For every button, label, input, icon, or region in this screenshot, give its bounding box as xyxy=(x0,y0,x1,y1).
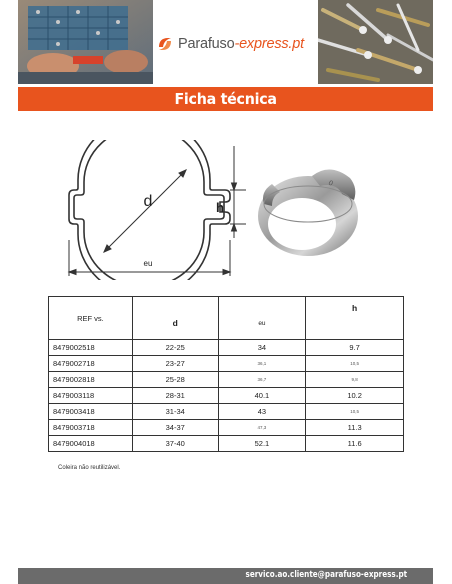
cell-ref: 8479003718 xyxy=(49,420,133,436)
spec-table xyxy=(48,296,404,452)
table-row xyxy=(49,388,404,404)
cell-eu: 40.1 xyxy=(218,388,306,404)
footer-email-link[interactable]: servico.ao.cliente@parafuso-express.pt xyxy=(245,570,407,580)
cell-ref: 8479002718 xyxy=(49,356,133,372)
table-row xyxy=(49,436,404,452)
cell-h: 10,5 xyxy=(306,356,404,372)
cell-ref: 8479002818 xyxy=(49,372,133,388)
cell-eu: 47,3 xyxy=(218,420,306,436)
cell-ref: 8479003418 xyxy=(49,404,133,420)
clamp-diagram xyxy=(60,140,250,280)
diagram-label-d: d xyxy=(143,193,153,210)
cell-d: 25-28 xyxy=(132,372,218,388)
cell-h: 10.2 xyxy=(306,388,404,404)
screws-photo xyxy=(318,0,433,84)
table-row xyxy=(49,340,404,356)
header-d: d xyxy=(132,297,218,340)
table-header-row xyxy=(49,297,404,340)
diagram-label-h: h xyxy=(216,200,224,215)
workshop-photo xyxy=(18,0,153,84)
cell-eu: 34 xyxy=(218,340,306,356)
cell-eu: 43 xyxy=(218,404,306,420)
cell-h: 9,8 xyxy=(306,372,404,388)
cell-d: 34-37 xyxy=(132,420,218,436)
diagram-label-eu: eu xyxy=(143,259,153,268)
cell-d: 31-34 xyxy=(132,404,218,420)
page-title: Ficha técnica xyxy=(174,90,277,108)
footer-bar xyxy=(18,568,433,584)
cell-d: 37-40 xyxy=(132,436,218,452)
table-row xyxy=(49,372,404,388)
cell-eu: 52.1 xyxy=(218,436,306,452)
svg-text:0: 0 xyxy=(327,179,334,188)
cell-h: 9.7 xyxy=(306,340,404,356)
table-body xyxy=(49,340,404,452)
page-header xyxy=(18,0,433,84)
brand-logo[interactable] xyxy=(156,34,326,54)
cell-h: 10,5 xyxy=(306,404,404,420)
logo-swirl-icon xyxy=(156,35,174,53)
title-bar xyxy=(18,87,433,111)
cell-d: 22-25 xyxy=(132,340,218,356)
clamp-photo xyxy=(250,148,366,268)
table-row xyxy=(49,356,404,372)
logo-text: Parafuso-express.pt xyxy=(178,36,304,52)
table-row xyxy=(49,404,404,420)
cell-eu: 36,1 xyxy=(218,356,306,372)
note-text: Coleira não reutilizável. xyxy=(58,465,121,471)
cell-ref: 8479002518 xyxy=(49,340,133,356)
cell-d: 23-27 xyxy=(132,356,218,372)
cell-eu: 36,7 xyxy=(218,372,306,388)
table-row xyxy=(49,420,404,436)
cell-h: 11.3 xyxy=(306,420,404,436)
header-ref: REF vs. xyxy=(49,297,133,340)
header-eu: eu xyxy=(218,297,306,340)
header-h: h xyxy=(306,297,404,340)
cell-ref: 8479003118 xyxy=(49,388,133,404)
cell-d: 28-31 xyxy=(132,388,218,404)
cell-h: 11.6 xyxy=(306,436,404,452)
cell-ref: 8479004018 xyxy=(49,436,133,452)
